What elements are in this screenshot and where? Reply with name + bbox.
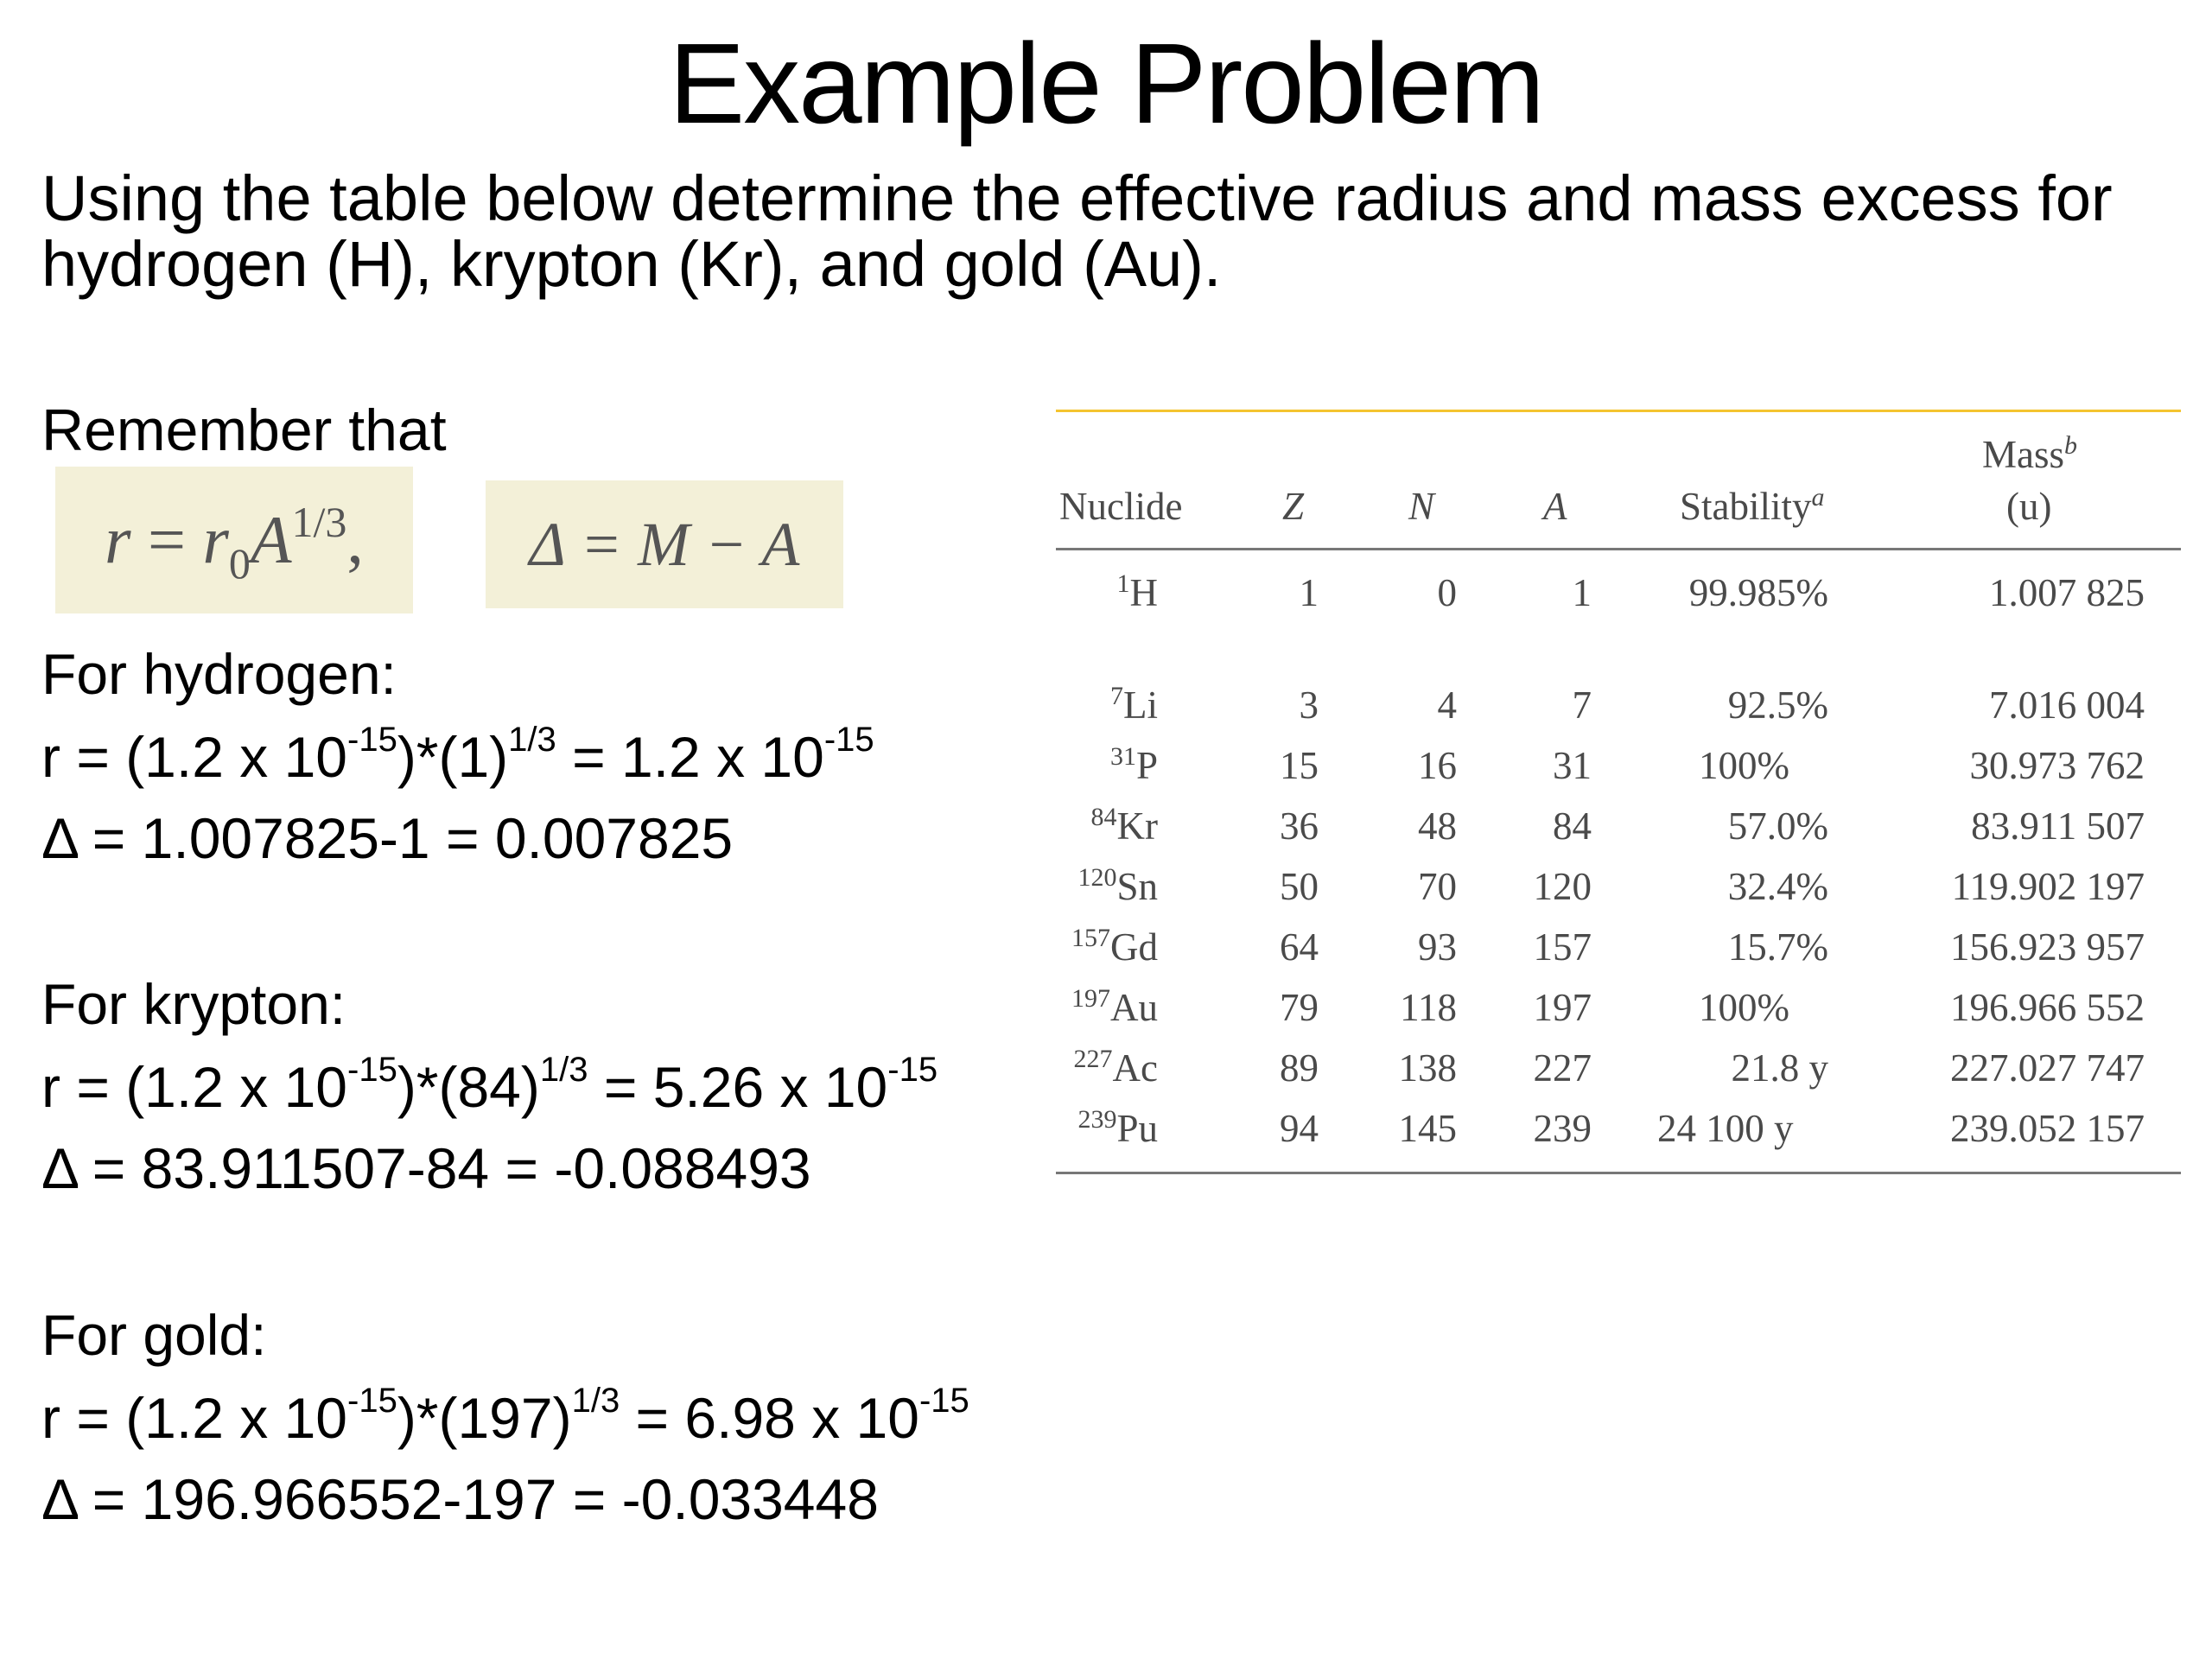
element-symbol: Pu <box>1116 1107 1158 1150</box>
problem-statement: Using the table below determine the effective radius and mass excess for hydrogen (H), krypton (Kr), and gold (Au). <box>41 162 2113 300</box>
example-gold <box>41 1300 969 1534</box>
cell-nuclide <box>1077 862 1158 911</box>
radius-calculation: r = (1.2 x $10^{-15})*(1)^{1/3} = 1.2$ x $10^{-15}$ <box>41 721 874 789</box>
cell-stability: 100% <box>1699 986 1789 1029</box>
cell-a: 157 <box>1533 925 1592 969</box>
cell-n: 4 <box>1437 683 1457 727</box>
header-nuclide: Nuclide <box>1059 485 1183 528</box>
mass-excess-calculation: Δ = 196.966552-197 = -0.033448 <box>41 1467 879 1531</box>
table-bottom-rule <box>1056 1172 2181 1174</box>
mass-number: 31 <box>1109 742 1136 771</box>
cell-stability: 21.8 y <box>1731 1046 1828 1090</box>
mass-number: 157 <box>1071 924 1110 952</box>
element-symbol: Li <box>1123 683 1158 727</box>
cell-nuclide <box>1091 802 1158 850</box>
mass-number: 227 <box>1073 1045 1113 1073</box>
cell-nuclide <box>1077 1104 1158 1153</box>
cell-n: 16 <box>1418 744 1457 787</box>
mass-number: 1 <box>1116 569 1130 598</box>
cell-n: 0 <box>1437 571 1457 614</box>
mass-number: 120 <box>1077 863 1117 892</box>
cell-stability: 15.7% <box>1727 925 1828 969</box>
cell-n: 118 <box>1400 986 1457 1029</box>
cell-nuclide <box>1110 681 1158 729</box>
cell-n: 93 <box>1418 925 1457 969</box>
header-z: Z <box>1282 485 1305 528</box>
cell-z: 1 <box>1299 571 1319 614</box>
cell-mass: 196.966 552 <box>1950 986 2145 1029</box>
example-krypton <box>41 969 938 1203</box>
cell-stability: 92.5% <box>1727 683 1828 727</box>
element-symbol: Kr <box>1116 804 1158 848</box>
mass-number: 197 <box>1071 984 1110 1013</box>
header-mass-unit: (u) <box>2006 485 2052 528</box>
cell-z: 50 <box>1280 865 1319 908</box>
example-hydrogen <box>41 639 874 873</box>
table-header-rule <box>1056 548 2181 550</box>
cell-a: 227 <box>1533 1046 1592 1090</box>
element-symbol: P <box>1135 744 1158 787</box>
cell-a: 120 <box>1533 865 1592 908</box>
element-symbol: Ac <box>1112 1046 1158 1090</box>
cell-stability: 24 100 y <box>1657 1107 1794 1150</box>
mass-number: 84 <box>1090 803 1117 831</box>
cell-a: 1 <box>1572 571 1592 614</box>
table-top-rule <box>1056 410 2181 412</box>
example-heading: For hydrogen: <box>41 642 397 706</box>
cell-a: 197 <box>1533 986 1592 1029</box>
cell-mass: 7.016 004 <box>1989 683 2145 727</box>
cell-z: 94 <box>1280 1107 1319 1150</box>
mass-number: 239 <box>1077 1105 1117 1134</box>
delta-formula-box <box>486 480 843 608</box>
cell-nuclide <box>1071 923 1158 971</box>
cell-nuclide <box>1110 741 1158 790</box>
mass-excess-calculation: Δ = 1.007825-1 = 0.007825 <box>41 806 734 870</box>
header-a: A <box>1543 485 1567 528</box>
mass-excess-calculation: Δ = 83.911507-84 = -0.088493 <box>41 1136 811 1200</box>
header-n: N <box>1408 485 1435 528</box>
cell-mass: 119.902 197 <box>1951 865 2145 908</box>
cell-z: 3 <box>1299 683 1319 727</box>
cell-n: 48 <box>1418 804 1457 848</box>
slide-title: Example Problem <box>669 20 1543 147</box>
cell-stability: 57.0% <box>1727 804 1828 848</box>
mass-number: 7 <box>1110 682 1123 710</box>
element-symbol: Gd <box>1110 925 1158 969</box>
element-symbol: Sn <box>1116 865 1158 908</box>
header-stability: Stability$^a$ <box>1680 483 1825 528</box>
cell-stability: 100% <box>1699 744 1789 787</box>
cell-z: 64 <box>1280 925 1319 969</box>
radius-formula-box <box>55 467 413 613</box>
cell-z: 79 <box>1280 986 1319 1029</box>
example-heading: For krypton: <box>41 972 346 1036</box>
cell-nuclide <box>1117 569 1159 617</box>
cell-mass: 239.052 157 <box>1950 1107 2145 1150</box>
element-symbol: Au <box>1110 986 1158 1029</box>
cell-a: 7 <box>1572 683 1592 727</box>
cell-stability: 32.4% <box>1727 865 1828 908</box>
cell-a: 31 <box>1553 744 1592 787</box>
cell-z: 36 <box>1280 804 1319 848</box>
cell-mass: 83.911 507 <box>1971 804 2145 848</box>
cell-mass: 1.007 825 <box>1989 571 2145 614</box>
cell-mass: 30.973 762 <box>1969 744 2145 787</box>
header-mass: Mass$^b$ <box>1982 431 2078 476</box>
element-symbol: H <box>1129 571 1158 614</box>
radius-formula: $r = r_0A^{1/3}$, <box>105 498 364 588</box>
cell-n: 145 <box>1398 1107 1457 1150</box>
cell-nuclide <box>1074 1044 1158 1092</box>
cell-z: 15 <box>1280 744 1319 787</box>
cell-a: 239 <box>1533 1107 1592 1150</box>
example-heading: For gold: <box>41 1303 267 1367</box>
cell-a: 84 <box>1553 804 1592 848</box>
radius-calculation: r = (1.2 x $10^{-15})*(84)^{1/3} = 5.26$ x $10^{-15}$ <box>41 1051 938 1119</box>
cell-nuclide <box>1071 983 1158 1032</box>
delta-formula: Δ = M − A <box>529 509 800 579</box>
cell-z: 89 <box>1280 1046 1319 1090</box>
cell-n: 70 <box>1418 865 1457 908</box>
cell-mass: 227.027 747 <box>1950 1046 2145 1090</box>
cell-stability: 99.985% <box>1688 571 1828 614</box>
remember-label: Remember that <box>41 397 447 463</box>
cell-mass: 156.923 957 <box>1950 925 2145 969</box>
radius-calculation: r = (1.2 x $10^{-15})*(197)^{1/3} = 6.98$ x $10^{-15}$ <box>41 1382 969 1450</box>
cell-n: 138 <box>1398 1046 1457 1090</box>
